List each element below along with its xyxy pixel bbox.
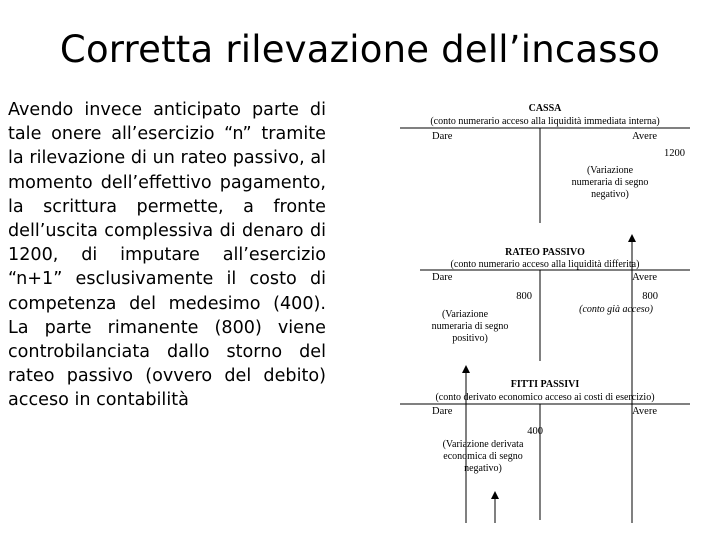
avere-label: Avere <box>632 131 657 142</box>
account-subtitle: (conto numerario acceso alla liquidità immediata interna) <box>430 116 660 127</box>
account-subtitle: (conto numerario acceso alla liquidità differita) <box>450 259 640 270</box>
dare-label: Dare <box>432 131 453 142</box>
avere-note: (conto già acceso) <box>579 304 653 315</box>
variation-note-line: numeraria di segno <box>431 321 509 332</box>
t-accounts-diagram <box>395 95 695 525</box>
account-subtitle: (conto derivato economico acceso ai costi di esercizio) <box>435 392 655 403</box>
variation-note-line: positivo) <box>452 333 488 344</box>
variation-note-line: numeraria di segno <box>571 177 649 188</box>
account-rateo-passivo <box>420 247 690 361</box>
avere-label: Avere <box>632 406 657 417</box>
avere-amount: 800 <box>642 291 658 302</box>
dare-amount: 400 <box>527 426 543 437</box>
account-cassa <box>400 103 690 223</box>
dare-label: Dare <box>432 272 453 283</box>
slide-title: Corretta rilevazione dell’incasso <box>59 28 661 71</box>
account-name: CASSA <box>528 103 562 114</box>
body-paragraph: Avendo invece anticipato parte di tale onere all’esercizio “n” tramite la rilevazione di un rateo passivo, al momento dell’effettivo pagamento, la scrittura permette, a fronte dell’uscita complessiva di denaro di 1200, di imputare all’esercizio “n+1” esclusivamente il costo di competenza del medesimo (400). La parte rimanente (800) viene controbilanciata dallo storno del rateo passivo (ovvero del debito) acceso in contabilità <box>8 100 326 411</box>
dare-amount: 800 <box>516 291 532 302</box>
variation-note-line: (Variazione derivata <box>442 439 524 450</box>
variation-note-line: (Variazione <box>441 309 489 320</box>
account-name: FITTI PASSIVI <box>510 379 580 390</box>
avere-amount: 1200 <box>664 148 685 159</box>
dare-label: Dare <box>432 406 453 417</box>
avere-label: Avere <box>632 272 657 283</box>
account-name: RATEO PASSIVO <box>505 247 585 258</box>
variation-note-line: negativo) <box>591 189 629 200</box>
variation-note-line: negativo) <box>464 463 502 474</box>
variation-note-line: economica di segno <box>443 451 523 462</box>
variation-note-line: (Variazione <box>586 165 634 176</box>
account-fitti-passivi <box>400 379 690 520</box>
